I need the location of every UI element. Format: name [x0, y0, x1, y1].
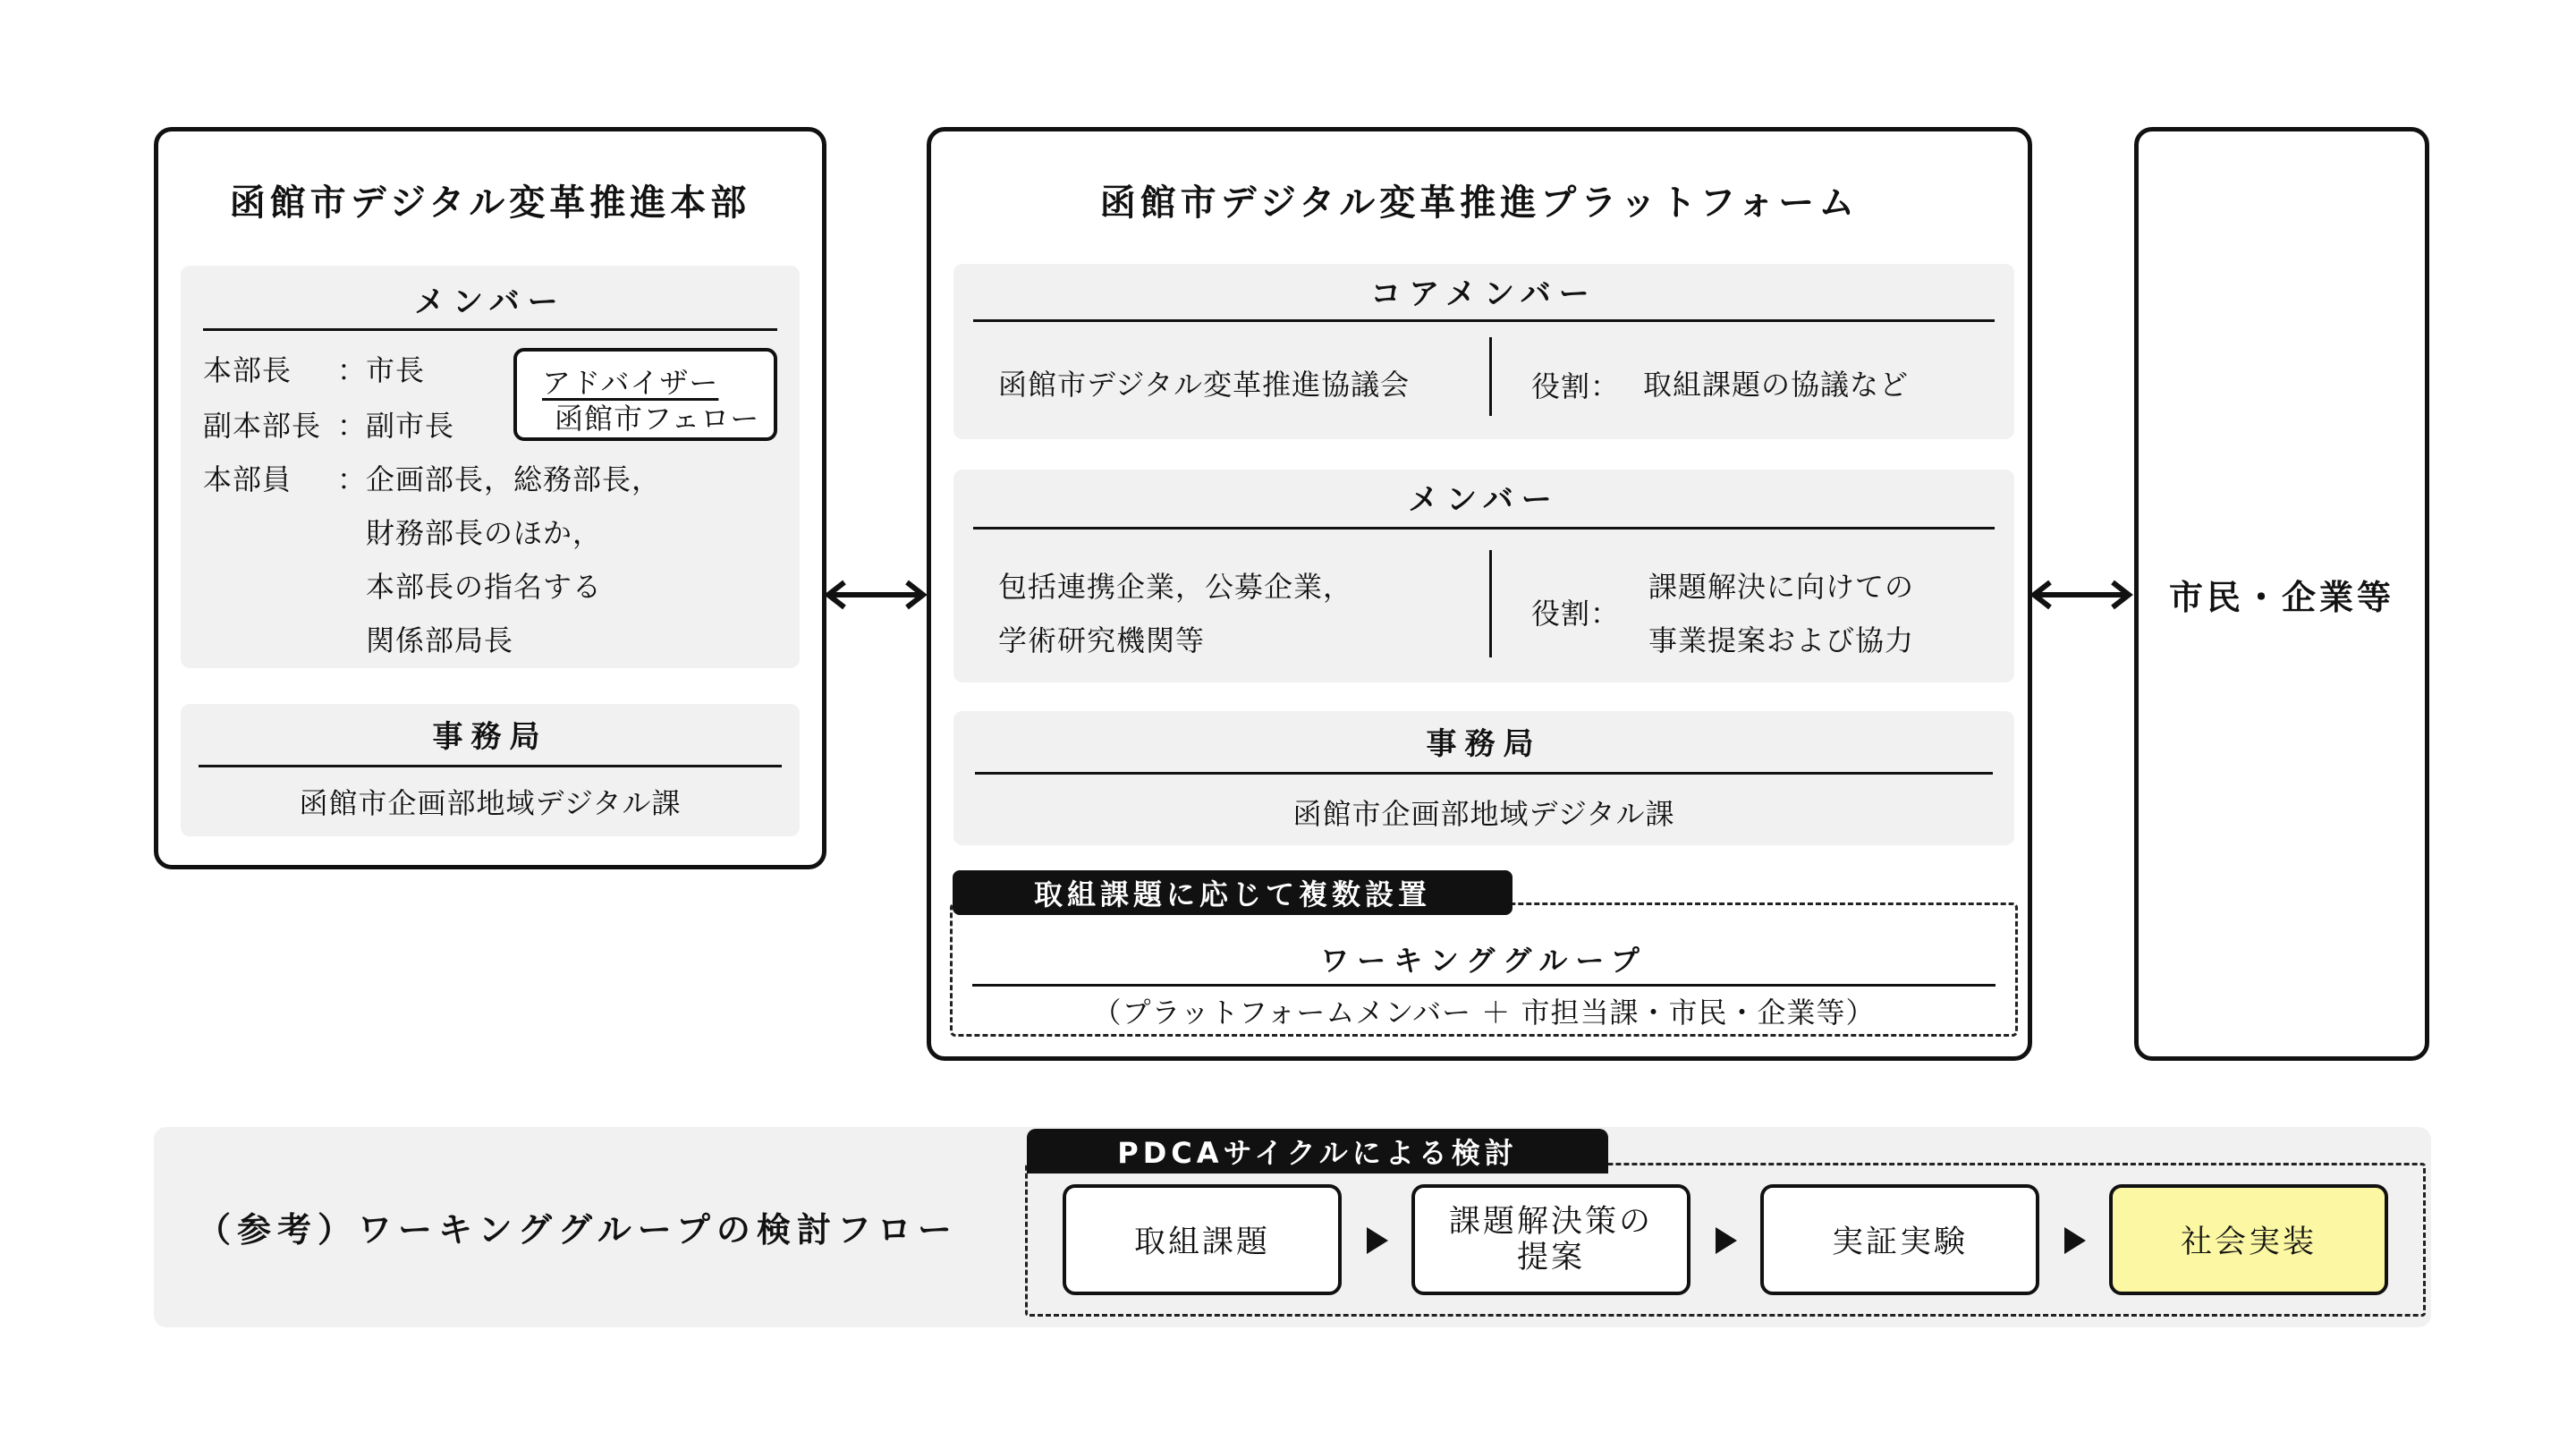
members-left-line-1: 包括連携企業，公募企業， — [998, 570, 1353, 604]
honbu-title: 函館市デジタル変革推進本部 — [229, 182, 751, 224]
member-row-value: 企画部長，総務部長， — [366, 462, 662, 496]
flow-step-2-line-1: 課題解決策の — [1448, 1204, 1653, 1240]
platform-office-header: 事務局 — [1426, 725, 1542, 762]
advisor-box — [513, 348, 777, 441]
divider — [973, 527, 1995, 530]
member-row-colon: ： — [337, 409, 368, 443]
member-row-2 — [203, 403, 561, 443]
working-group-tab: 取組課題に応じて複数設置 — [953, 870, 1513, 915]
honbu-office-header: 事務局 — [432, 718, 548, 755]
honbu-office-value: 函館市企画部地域デジタル課 — [299, 786, 682, 820]
flow-step-4-label: 社会実装 — [2180, 1224, 2317, 1260]
flow-step-4 — [2109, 1184, 2388, 1295]
citizens-box — [2134, 127, 2429, 1061]
honbu-members-panel — [181, 266, 800, 668]
member-row-label: 本部長 — [203, 353, 292, 387]
flow-arrow-3 — [2064, 1227, 2086, 1254]
member-value-cont-3: 関係部局長 — [366, 623, 514, 657]
flow-step-3-label: 実証実験 — [1831, 1224, 1968, 1260]
platform-office-panel — [953, 711, 2014, 845]
member-value-cont-2: 本部長の指名する — [366, 570, 603, 604]
flow-arrow-2 — [1716, 1227, 1737, 1254]
core-role-value: 取組課題の協議など — [1643, 368, 1910, 402]
vertical-divider — [1489, 550, 1492, 657]
working-group-header: ワーキンググループ — [1320, 944, 1648, 978]
flow-step-1 — [1063, 1184, 1342, 1295]
members-role-line-2: 事業提案および協力 — [1648, 623, 1915, 657]
members-left-line-2: 学術研究機関等 — [998, 623, 1206, 657]
working-group-sub: （プラットフォームメンバー ＋ 市担当課・市民・企業等） — [1092, 996, 1876, 1030]
member-row-value: 副市長 — [366, 409, 455, 443]
members-role-label: 役割： — [1531, 597, 1621, 631]
member-row-colon: ： — [337, 353, 368, 387]
member-row-value: 市長 — [366, 353, 426, 387]
flow-step-2-line-2: 提案 — [1516, 1240, 1585, 1275]
members-role-line-1: 課題解決に向けての — [1648, 570, 1915, 604]
honbu-members-header: メンバー — [414, 284, 566, 320]
advisor-title: アドバイザー — [542, 366, 719, 400]
advisor-name: 函館市フェロー — [555, 402, 760, 436]
core-members-left: 函館市デジタル変革推進協議会 — [998, 368, 1411, 402]
vertical-divider — [1489, 337, 1492, 416]
core-members-header: コアメンバー — [1370, 275, 1597, 312]
platform-office-value: 函館市企画部地域デジタル課 — [1292, 797, 1675, 831]
working-group-box — [950, 902, 2018, 1037]
member-row-3 — [203, 457, 775, 496]
bidirectional-arrow-left — [821, 572, 930, 617]
flow-step-3 — [1760, 1184, 2039, 1295]
member-value-cont-1: 財務部長のほか， — [366, 516, 603, 550]
divider — [199, 765, 782, 767]
core-members-panel — [953, 264, 2014, 439]
member-row-label: 本部員 — [203, 462, 292, 496]
member-row-1 — [203, 348, 561, 387]
honbu-office-panel — [181, 704, 800, 836]
flow-step-1-label: 取組課題 — [1133, 1224, 1270, 1260]
flow-label: （参考）ワーキンググループの検討フロー — [197, 1210, 958, 1250]
citizens-label: 市民・企業等 — [2168, 577, 2394, 617]
member-row-colon: ： — [337, 462, 368, 496]
flow-arrow-1 — [1367, 1227, 1388, 1254]
flow-step-2 — [1411, 1184, 1690, 1295]
divider — [973, 319, 1995, 322]
core-role-label: 役割： — [1531, 369, 1621, 403]
divider — [203, 328, 777, 331]
platform-title: 函館市デジタル変革推進プラットフォーム — [1099, 182, 1860, 224]
pdca-tab: PDCAサイクルによる検討 — [1027, 1129, 1608, 1174]
platform-members-header: メンバー — [1408, 481, 1560, 518]
honbu-box — [154, 127, 826, 869]
platform-box — [927, 127, 2032, 1061]
divider — [975, 772, 1993, 775]
divider — [972, 984, 1996, 987]
member-row-label: 副本部長 — [203, 409, 322, 443]
platform-members-panel — [953, 470, 2014, 682]
bidirectional-arrow-right — [2027, 572, 2136, 617]
